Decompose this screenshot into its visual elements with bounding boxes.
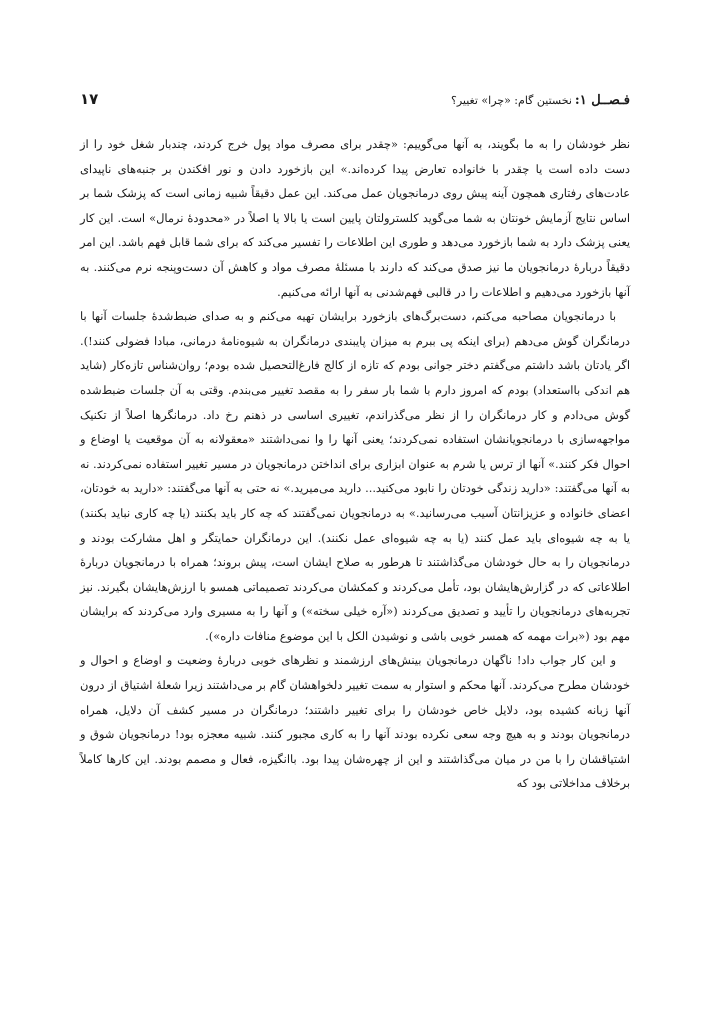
- body-text: [80, 132, 630, 796]
- running-header: [80, 90, 630, 112]
- page-number: ۱۷: [80, 90, 99, 108]
- chapter-label: فـصــل ۱:: [574, 93, 630, 108]
- paragraph: و این کار جواب داد! ناگهان درمانجویان بینش‌های ارزشمند و نظرهای خوبی دربارهٔ وضعیت و اوضاع و احوال و خودشان مطرح می‌کردند. آنها محکم و استوار به سمت تغییر دلخواهشان گام بر می‌داشتند زیرا شعلهٔ اشتیاق از درون آنها زبانه کشیده بود، دلایل خاص خودشان را برای تغییر داشتند؛ درمانگران در مسیر کشف آن دلایل، همراه درمانجویان بودند و به هیچ وجه سعی نکرده بودند آنها را به کاری مجبور کنند. شبیه معجزه بود! درمانجویان شوق و اشتیاقشان را با من در میان می‌گذاشتند و این از چهره‌شان پیدا بود. باانگیزه، فعال و مصمم بودند. این کارها کاملاً برخلاف مداخلاتی بود که: [80, 653, 630, 791]
- chapter-title: نخستین گام: «چرا» تغییر؟: [451, 94, 572, 107]
- paragraph: نظر خودشان را به ما بگویند، به آنها می‌گوییم: «چقدر برای مصرف مواد پول خرج کردند، چندبار شغل خود را از دست داده است یا چقدر با خانواده تعارض پیدا کرده‌اند.» این بازخورد دادن و نور افکندن بر جنبه‌های ناپیدای عادت‌های رفتاری همچون آینه پیش روی درمانجویان عمل می‌کند. این عمل دقیقاً شبیه زمانی است که پزشک شما بر اساس نتایج آزمایش خونتان به شما می‌گوید کلسترولتان پایین است یا بالا یا اصلاً در «محدودهٔ نرمال» است. این کار یعنی پزشک دارد به شما بازخورد می‌دهد و طوری این اطلاعات را تفسیر می‌کند که برای شما قابل فهم باشد. این امر دقیقاً دربارهٔ درمانجویان ما نیز صدق می‌کند که دارند با مسئلهٔ مصرف مواد و کاهش آن دست‌وپنجه نرم می‌کنند. به آنها بازخورد می‌دهیم و اطلاعات را در قالبی فهم‌شدنی به آنها ارائه می‌کنیم.: [80, 137, 630, 299]
- paragraph: با درمانجویان مصاحبه می‌کنم، دست‌برگ‌های بازخورد برایشان تهیه می‌کنم و به صدای ضبط‌شدهٔ جلسات آنها با درمانگران گوش می‌دهم (برای اینکه پی ببرم به میزان پایبندی درمانگران به شیوه‌نامهٔ درمانی، مبادا فضولی کنند!). اگر یادتان باشد داشتم می‌گفتم دختر جوانی بودم که تازه از کالج فارغ‌التحصیل شده بودم؛ روان‌شناس تازه‌کار (شاید هم اندکی بااستعداد) بودم که امروز دارم با شما بار سفر را به مقصد تغییر می‌بندم. وقتی به آن جلسات ضبط‌شده گوش می‌دادم و کار درمانگران را از نظر می‌گذراندم، تغییری اساسی در ذهنم رخ داد. درمانگرها اصلاً از تکنیک مواجهه‌سازی با درمانجویانشان استفاده نمی‌کردند؛ یعنی آنها را وا نمی‌داشتند «معقولانه به آن موقعیت یا اوضاع و احوال فکر کنند.» آنها از ترس یا شرم به عنوان ابزاری برای انداختن درمانجویان در مسیر تغییر استفاده نمی‌کردند. نه به آنها می‌گفتند: «دارید زندگی خودتان را نابود می‌کنید... دارید می‌میرید.» نه حتی به آنها می‌گفتند: «دارید به خودتان، اعضای خانواده و عزیزانتان آسیب می‌رسانید.» به درمانجویان نمی‌گفتند که چه کار باید بکنند (یا چه کاری نباید بکنند) یا به چه شیوه‌ای باید عمل کنند (یا به چه شیوه‌ای عمل نکنند). این درمانگران حمایتگر و اهل مشارکت بودند و درمانجویان را به حال خودشان می‌گذاشتند تا هرطور به صلاح ایشان است، پیش بروند؛ همراه با درمانجویان دربارهٔ اطلاعاتی که در گزارش‌هایشان بود، تأمل می‌کردند و کمکشان می‌کردند تصمیماتی همسو با ارزش‌هایشان بگیرند. نیز تجربه‌های درمانجویان را تأیید و تصدیق می‌کردند («آره خیلی سخته») و آنها را به مسیری وارد می‌کردند که برایشان مهم بود («برات مهمه که همسر خوبی باشی و نوشیدن الکل با این موضوع منافات داره»).: [80, 309, 630, 643]
